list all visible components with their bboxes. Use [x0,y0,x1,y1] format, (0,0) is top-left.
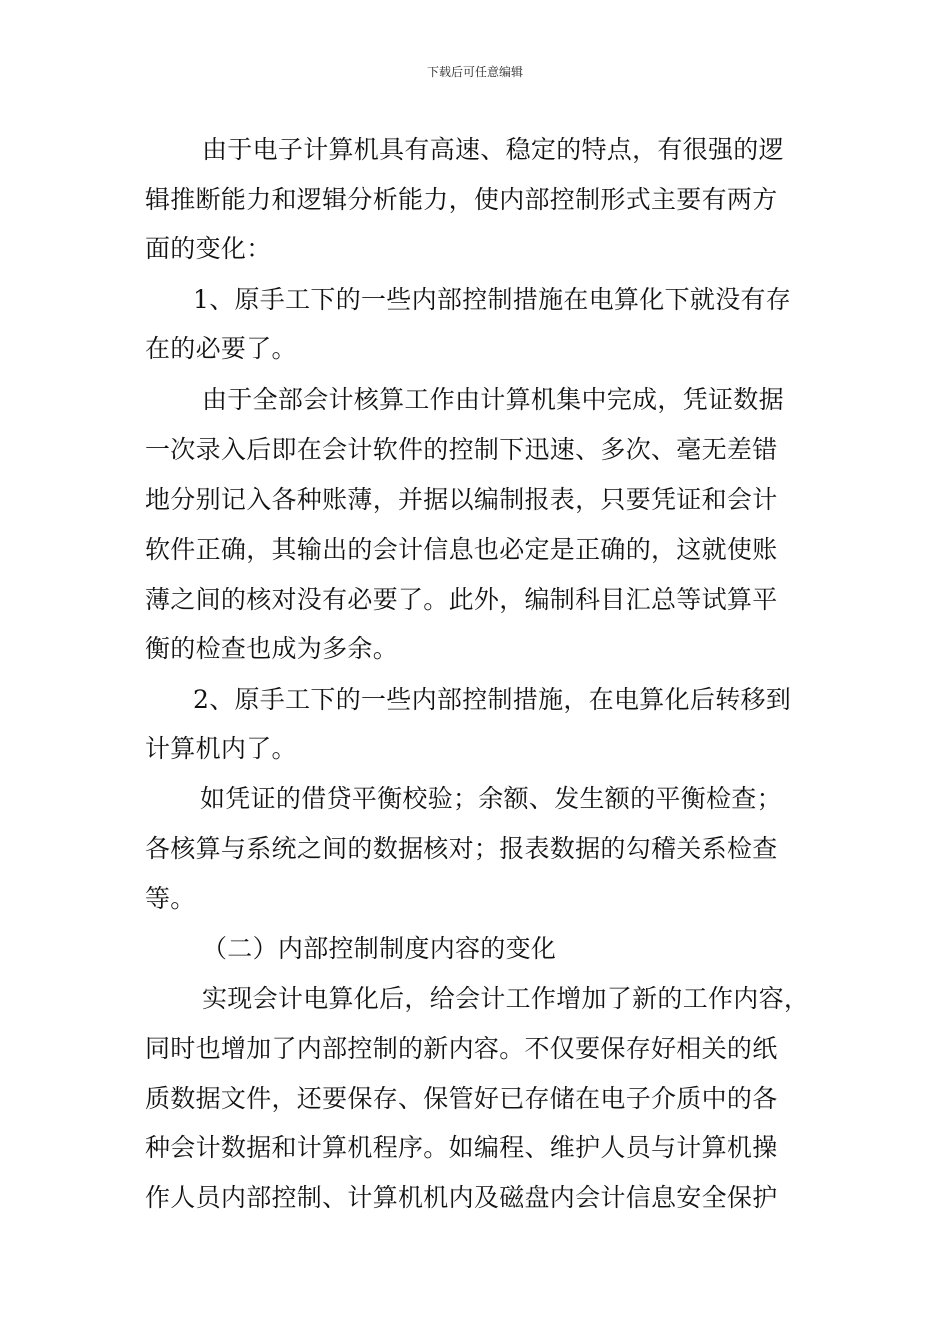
text-line: 衡的检查也成为多余。 [145,634,399,663]
text-line: 地分别记入各种账薄，并据以编制报表，只要凭证和会计 [145,485,778,514]
text-line: 如凭证的借贷平衡校验；余额、发生额的平衡检查； [200,784,782,813]
text-line: 作人员内部控制、计算机机内及磁盘内会计信息安全保护 [145,1183,778,1212]
text-line: 辑推断能力和逻辑分析能力，使内部控制形式主要有两方 [145,185,778,214]
text-line: 由于全部会计核算工作由计算机集中完成，凭证数据 [202,385,784,414]
text-line: 各核算与系统之间的数据核对；报表数据的勾稽关系检查 [145,834,778,863]
section-heading: （二）内部控制制度内容的变化 [202,934,557,963]
text-line: 质数据文件，还要保存、保管好已存储在电子介质中的各 [145,1084,778,1113]
text-line: 计算机内了。 [145,734,297,763]
text-line: 2、原手工下的一些内部控制措施，在电算化后转移到 [193,685,792,714]
text-line: 由于电子计算机具有高速、稳定的特点，有很强的逻 [202,135,784,164]
text-line: 在的必要了。 [145,334,297,363]
text-line: 薄之间的核对没有必要了。此外，编制科目汇总等试算平 [145,585,778,614]
text-line: 实现会计电算化后，给会计工作增加了新的工作内容， [202,984,810,1013]
text-line: 等。 [145,884,196,913]
text-line: 同时也增加了内部控制的新内容。不仅要保存好相关的纸 [145,1034,778,1063]
text-line: 面的变化： [145,234,272,263]
page-header: 下载后可任意编辑 [426,65,523,79]
text-line: 一次录入后即在会计软件的控制下迅速、多次、毫无差错 [145,435,778,464]
text-line: 1、原手工下的一些内部控制措施在电算化下就没有存 [193,285,792,314]
text-line: 种会计数据和计算机程序。如编程、维护人员与计算机操 [145,1133,778,1162]
text-line: 软件正确，其输出的会计信息也必定是正确的，这就使账 [145,535,778,564]
